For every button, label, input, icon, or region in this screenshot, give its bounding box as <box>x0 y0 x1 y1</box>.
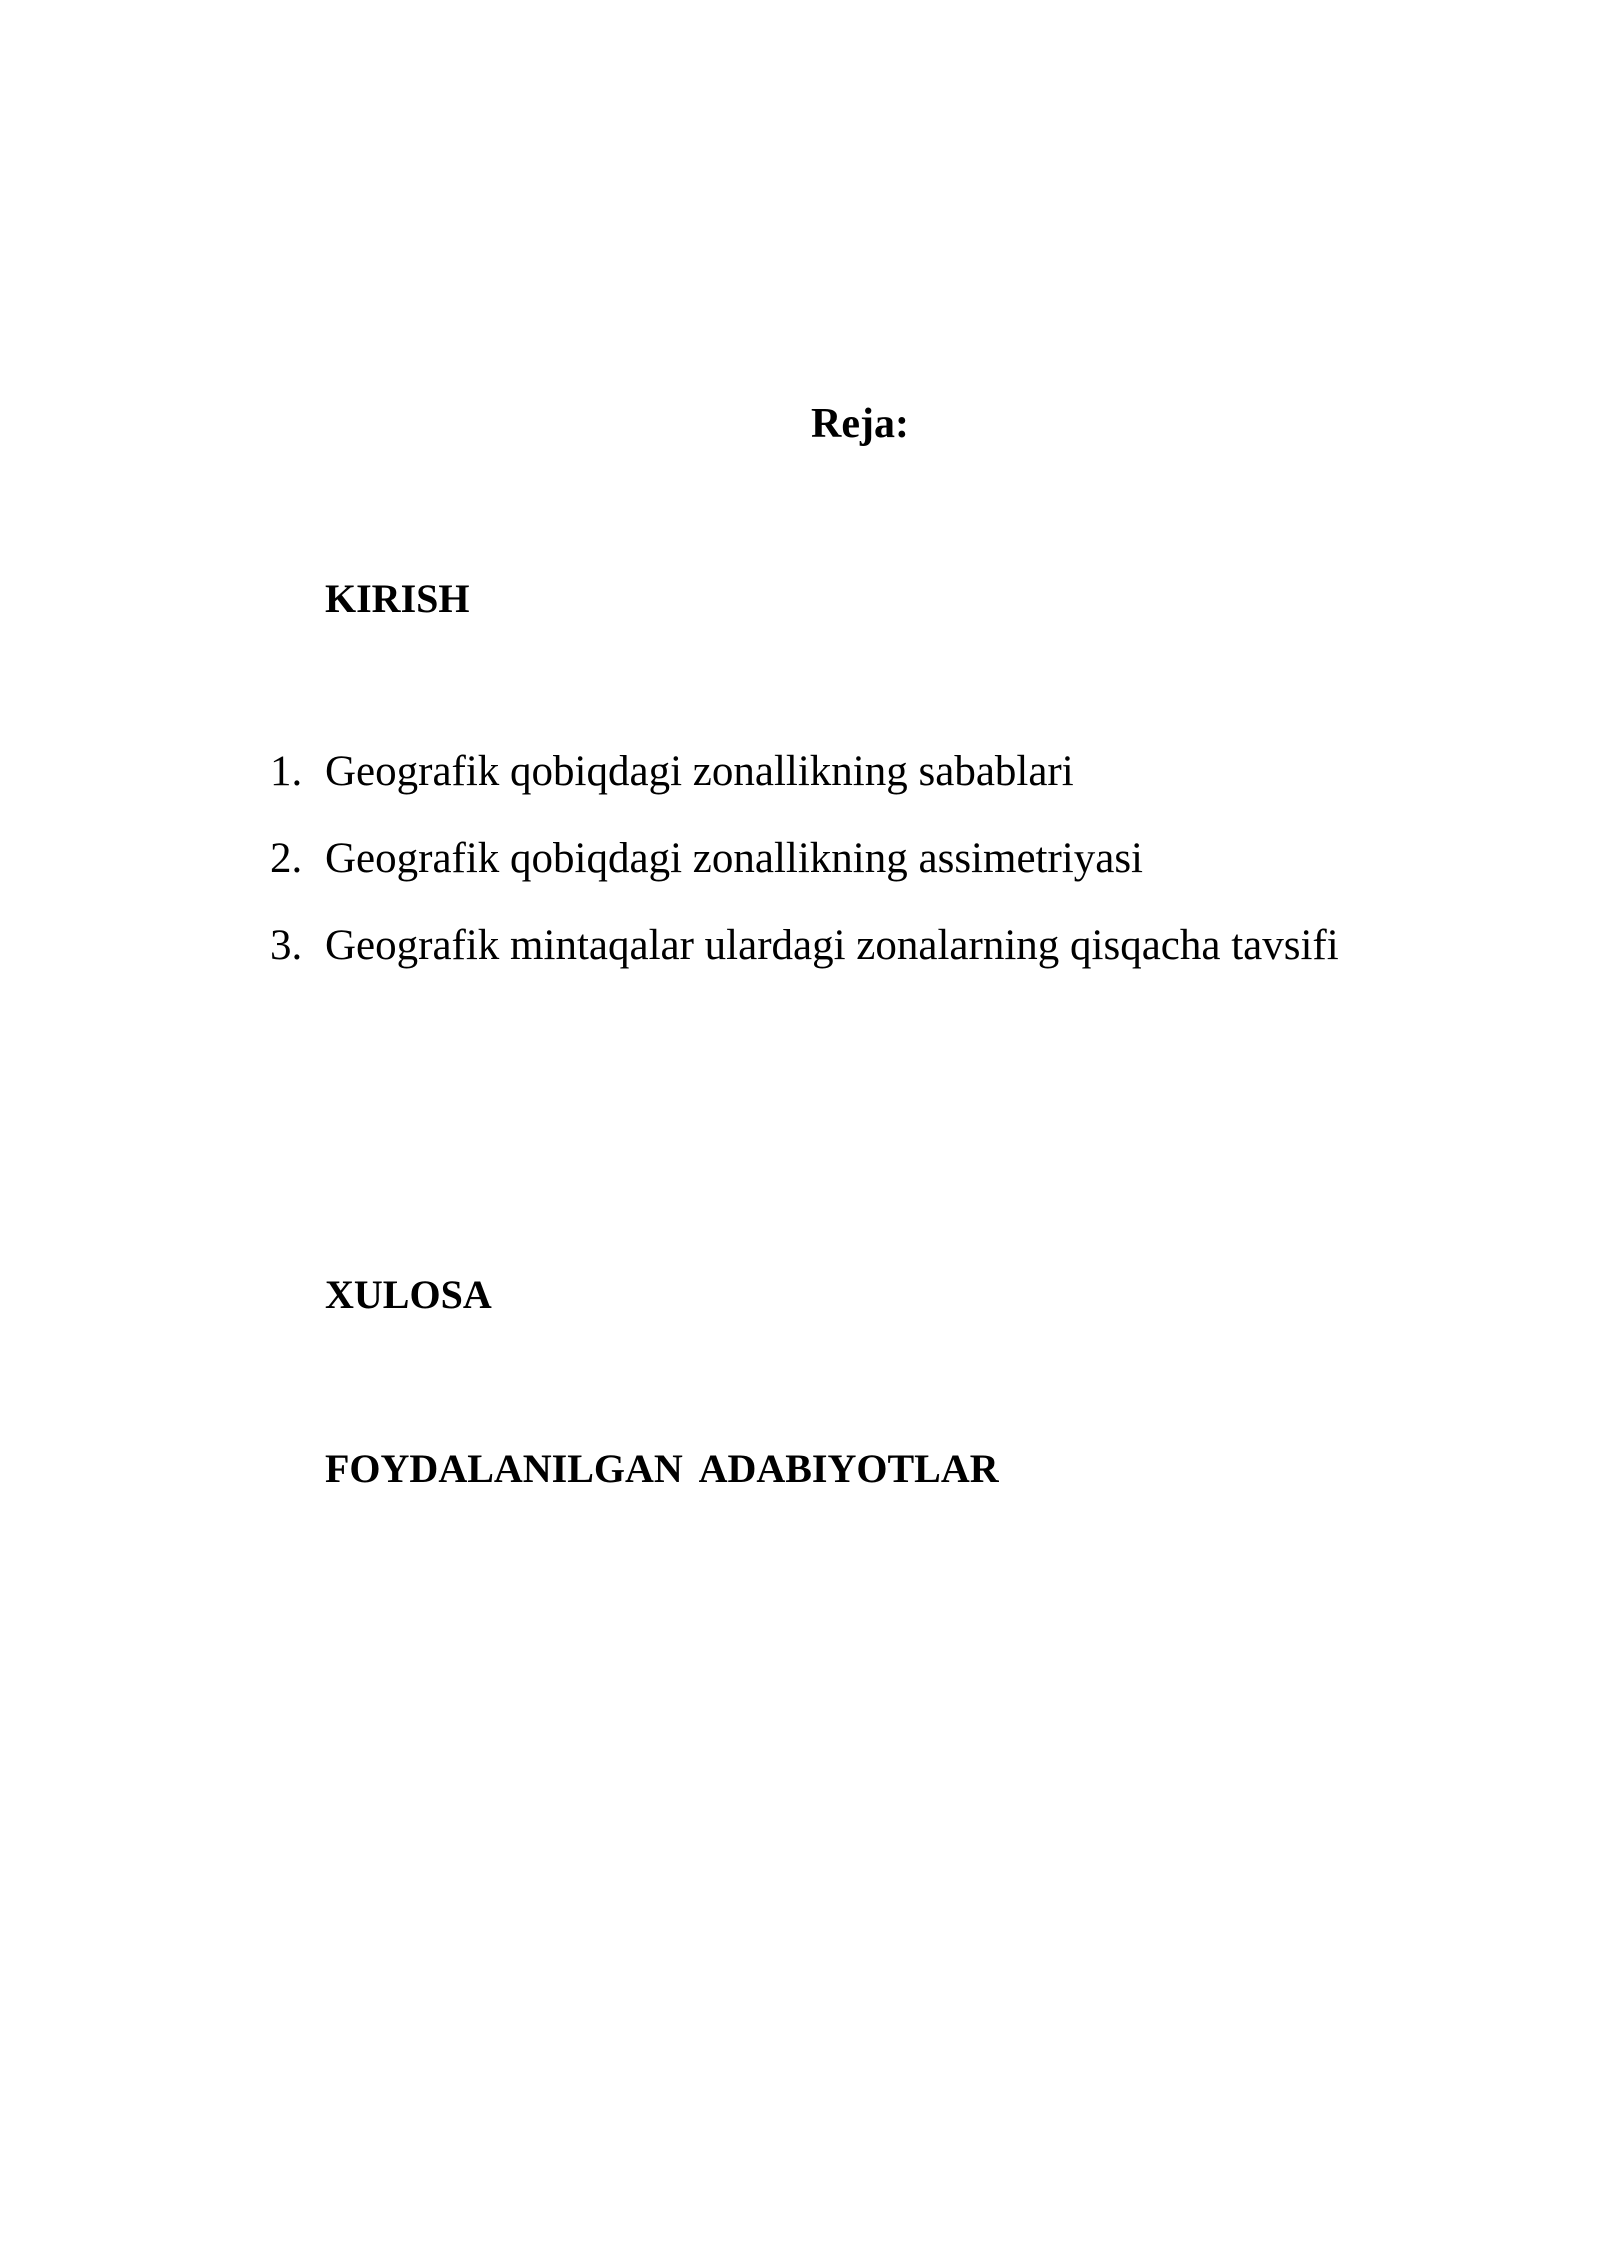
list-item-text: Geografik qobiqdagi zonallikning assimetriyasi <box>325 835 1144 882</box>
list-item <box>270 746 1339 833</box>
list-item-number: 1. <box>270 748 303 795</box>
list-item-number: 3. <box>270 922 303 969</box>
list-item <box>270 920 1339 1007</box>
list-item-text: Geografik qobiqdagi zonallikning sabablari <box>325 748 1074 795</box>
references-heading: FOYDALANILGAN ADABIYOTLAR <box>325 1446 999 1491</box>
list-item-text: Geografik mintaqalar ulardagi zonalarning qisqacha tavsifi <box>325 922 1339 969</box>
plan-list <box>270 746 1339 1007</box>
page-title: Reja: <box>811 401 909 447</box>
list-item-number: 2. <box>270 835 303 882</box>
conclusion-heading: XULOSA <box>325 1272 492 1317</box>
list-item <box>270 833 1339 920</box>
intro-heading: KIRISH <box>325 576 470 621</box>
